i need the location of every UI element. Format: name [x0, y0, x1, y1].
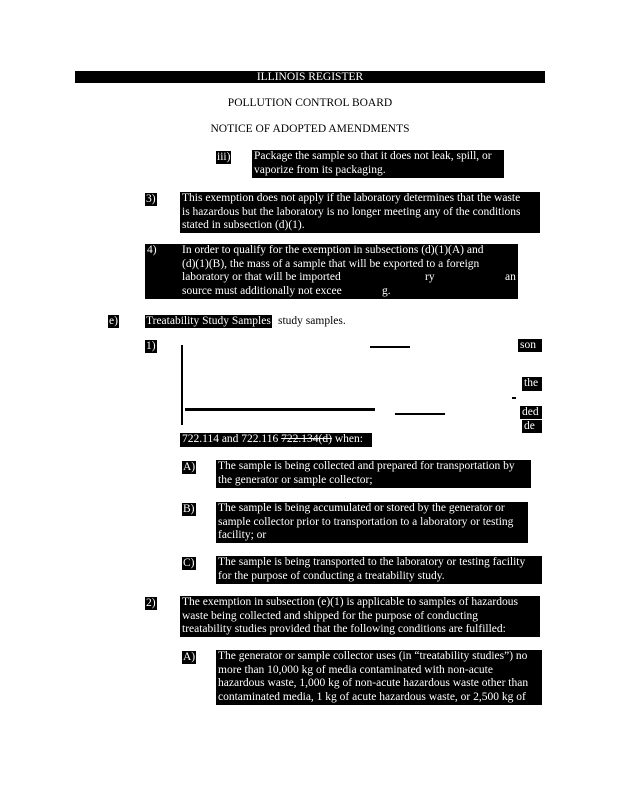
item-2-text	[180, 596, 540, 637]
text-line: The sample is being collected and prepared for transportation by	[218, 460, 515, 472]
text-line: hazardous waste, 1,000 kg of non-acute hazardous waste other than	[218, 677, 529, 690]
item-iii-label: iii)	[217, 151, 231, 163]
text-line: The sample is being transported to the laboratory or testing facility	[218, 556, 526, 568]
scan-speck	[512, 397, 516, 399]
text-line	[182, 271, 516, 285]
text-line: vaporize from its packaging.	[254, 163, 386, 176]
scan-speck	[370, 346, 410, 348]
item-1-fragment-the: the	[522, 377, 542, 391]
text-fragment: laboratory or that will be imported	[182, 271, 341, 284]
item-1c-text	[216, 556, 542, 584]
text-line: facility; or	[218, 529, 267, 542]
section-e-label: e)	[109, 315, 118, 327]
item-4-text	[180, 244, 518, 299]
item-1b-label: B)	[183, 503, 195, 515]
text-line: the generator or sample collector;	[218, 473, 373, 486]
text-fragment: 722.114 and 722.116	[182, 433, 279, 445]
text-line: The sample is being accumulated or stored by the generator or	[218, 502, 505, 514]
register-title: ILLINOIS REGISTER	[75, 71, 545, 83]
notice-title: NOTICE OF ADOPTED AMENDMENTS	[210, 123, 410, 135]
text-line	[182, 285, 516, 299]
text-line: Package the sample so that it does not leak, spill, or	[254, 150, 492, 162]
item-1-label: 1)	[146, 340, 156, 352]
item-1-fragment-de: de	[522, 420, 542, 433]
text-line: This exemption does not apply if the laboratory determines that the waste	[182, 192, 521, 204]
item-4-label: 4)	[145, 244, 181, 299]
struck-text: 722.134(d)	[281, 433, 332, 445]
text-fragment: ry	[425, 271, 435, 284]
text-line: contaminated media, 1 kg of acute hazardous waste, or 2,500 kg of	[218, 690, 526, 703]
text-line	[182, 433, 370, 447]
item-1b-text	[216, 502, 528, 543]
item-iii-text	[252, 150, 504, 178]
item-1c-label: C)	[183, 557, 195, 569]
text-fragment: source must additionally not excee	[182, 284, 342, 297]
item-1a-label: A)	[183, 461, 196, 473]
section-e-title: Treatability Study Samples	[146, 315, 271, 327]
item-1-last-line	[180, 433, 372, 447]
text-line: The generator or sample collector uses (in “treatability studies”) no	[218, 650, 528, 662]
text-line: waste being collected and shipped for the purpose of conducting	[182, 609, 479, 622]
item-2-label: 2)	[146, 597, 156, 609]
item-3-label: 3)	[146, 193, 156, 205]
text-fragment: an	[505, 271, 516, 284]
item-1-fragment-son: son	[518, 339, 542, 352]
item-3-text	[180, 192, 540, 233]
left-margin-line	[181, 345, 183, 425]
text-line: (d)(1)(B), the mass of a sample that will be exported to a foreign	[182, 257, 480, 270]
scan-speck	[395, 413, 445, 415]
text-line: more than 10,000 kg of media contaminated with non-acute	[218, 663, 493, 676]
text-line: is hazardous but the laboratory is no longer meeting any of the conditions	[182, 205, 521, 218]
text-line: sample collector prior to transportation to a laboratory or testing	[218, 515, 514, 528]
text-line: for the purpose of conducting a treatability study.	[218, 569, 445, 582]
text-line: treatability studies provided that the following conditions are fulfilled:	[182, 623, 506, 636]
text-line: In order to qualify for the exemption in subsections (d)(1)(A) and	[182, 244, 484, 256]
text-fragment: when:	[334, 433, 363, 445]
agency-name: POLLUTION CONTROL BOARD	[227, 97, 393, 109]
item-2a-text	[216, 650, 542, 705]
text-fragment: g.	[382, 284, 391, 297]
item-2a-label: A)	[183, 651, 196, 663]
item-1a-text	[216, 460, 531, 488]
text-line: The exemption in subsection (e)(1) is applicable to samples of hazardous	[182, 596, 518, 608]
text-line: stated in subsection (d)(1).	[182, 219, 305, 232]
section-e-after: study samples.	[278, 315, 346, 327]
scan-speck	[185, 408, 375, 411]
item-1-fragment-ded: ded	[520, 406, 542, 419]
